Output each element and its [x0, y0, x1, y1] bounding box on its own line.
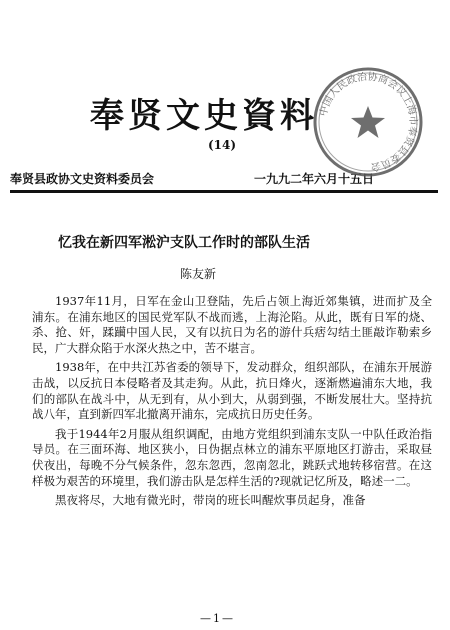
publisher-name: 奉贤县政协文史资料委员会: [10, 172, 155, 186]
header-divider: [10, 190, 438, 193]
article-title: 忆我在新四军淞沪支队工作时的部队生活: [58, 235, 310, 251]
paragraph: 我于1944年2月服从组织调配，由地方党组织到浦东支队一中队任政治指导员。在三面环海、地区狭小，日伪据点林立的浦东平原地区打游击，采取昼伏夜出，每晚不分气候条件，忽东忽西，忽南忽北，跳跃式地转移宿营。在这样极为艰苦的环境里，我们游击队是怎样生活的?现就记忆所及，略述一二。: [32, 426, 432, 488]
official-seal-stamp: [312, 66, 424, 178]
issue-number: (14): [208, 138, 237, 152]
article-author: 陈友新: [180, 267, 217, 281]
paragraph: 黑夜将尽，大地有微光时，带岗的班长叫醒炊事员起身，准备: [55, 493, 366, 508]
page-number: —1—: [200, 612, 235, 625]
paragraph: 1938年，在中共江苏省委的领导下，发动群众，组织部队，在浦东开展游击战，以反抗日本侵略者及其走狗。从此，抗日烽火，逐渐燃遍浦东大地，我们的部队在战斗中，从无到有，从小到大，从弱到强，不断发展壮大。坚持抗战八年，直到新四军北撤离开浦东，完成抗日历史任务。: [32, 360, 432, 422]
seal-text: 中国人民政治协商会议上海市奉贤县委员会: [318, 71, 419, 173]
masthead-title: 奉贤文史資料: [90, 96, 318, 136]
publication-date: 一九九二年六月十五日: [254, 172, 375, 186]
article-body: [32, 294, 432, 513]
paragraph: 1937年11月，日军在金山卫登陆，先后占领上海近郊集镇，进而扩及全浦东。在浦东地区的国民党军队不战而逃，上海沦陷。从此，既有日军的烧、杀、抢、奸，蹂躏中国人民，又有以抗日为名的游什兵痞勾结土匪敲诈勒索乡民，广大群众陷于水深火热之中，苦不堪言。: [32, 294, 432, 355]
seal-star-icon: [351, 106, 385, 138]
